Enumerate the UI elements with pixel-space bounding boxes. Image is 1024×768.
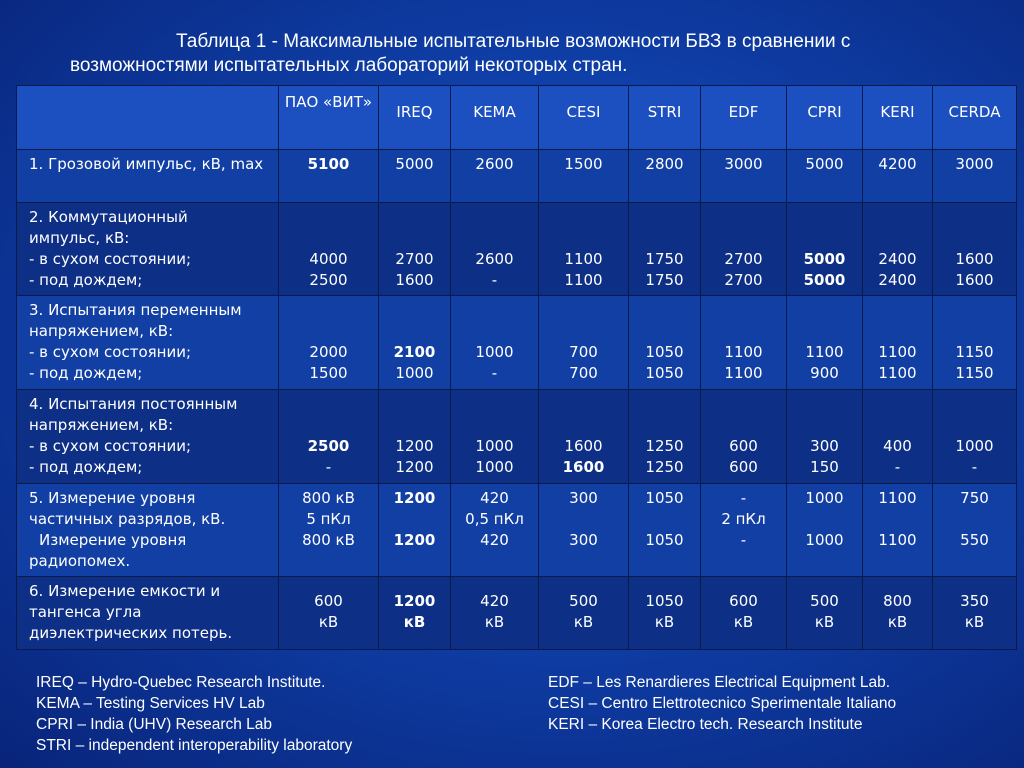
cell-value: 300 (810, 437, 839, 456)
value-cell-keri (863, 577, 933, 650)
cell-value: 2 пКл (721, 509, 766, 528)
cell-value: - (740, 488, 747, 507)
row-label-line: 2. Коммутационный (29, 207, 188, 226)
cell-value: 700 (569, 343, 598, 362)
cell-value: кВ (733, 613, 754, 632)
column-header: EDF (701, 86, 787, 150)
cell-value: 1200 (393, 530, 436, 549)
value-cell-cesi (539, 390, 629, 484)
cell-value: 1050 (645, 364, 684, 383)
cell-value: 1050 (645, 530, 684, 549)
legend-left (36, 672, 352, 756)
cell-value: 1200 (393, 488, 436, 507)
value-cell-edf (701, 577, 787, 650)
row-label-line: 5. Измерение уровня (29, 488, 196, 507)
value-cell-kema (451, 150, 539, 202)
value-cell-keri (863, 150, 933, 202)
row-label (17, 296, 279, 390)
cell-value: 1200 (393, 592, 436, 611)
row-label-line: радиопомех. (29, 551, 131, 570)
cell-value: 1250 (645, 458, 684, 477)
cell-value: - (894, 458, 901, 477)
value-cell- (279, 150, 379, 202)
cell-value: 5 пКл (306, 509, 351, 528)
row-label-line: тангенса угла (29, 603, 142, 622)
value-cell-cesi (539, 577, 629, 650)
cell-value: 1050 (645, 592, 684, 611)
cell-value: 1600 (564, 437, 603, 456)
value-cell-keri (863, 296, 933, 390)
cell-value: 600 (729, 458, 758, 477)
cell-value: кВ (403, 613, 426, 632)
cell-value: 350 (960, 592, 989, 611)
table-row (17, 150, 1017, 202)
cell-value: 1000 (475, 437, 514, 456)
table-row (17, 296, 1017, 390)
value-cell-keri (863, 202, 933, 296)
legend-item: KERI – Korea Electro tech. Research Institute (548, 716, 863, 733)
cell-value: 4000 (309, 249, 348, 268)
cell-value: 500 (810, 592, 839, 611)
row-label-line: частичных разрядов, кВ. (29, 509, 226, 528)
row-label-line: 4. Испытания постоянным (29, 395, 238, 414)
cell-value (935, 509, 1014, 530)
table-row (17, 483, 1017, 577)
row-label (17, 390, 279, 484)
cell-value: 5000 (803, 249, 846, 268)
cell-value (631, 509, 698, 530)
cell-value: 300 (569, 530, 598, 549)
value-cell- (279, 202, 379, 296)
cell-value: 2800 (645, 155, 684, 174)
value-cell-ireq (379, 577, 451, 650)
value-cell-cpri (787, 390, 863, 484)
table-row (17, 577, 1017, 650)
cell-value: 500 (569, 592, 598, 611)
cell-value: 1750 (645, 249, 684, 268)
cell-value: 800 (883, 592, 912, 611)
column-header: KEMA (451, 86, 539, 150)
cell-value: 2600 (475, 155, 514, 174)
value-cell-ireq (379, 296, 451, 390)
cell-value: 600 (729, 437, 758, 456)
legend-item: IREQ – Hydro-Quebec Research Institute. (36, 674, 326, 691)
value-cell-cerda (933, 296, 1017, 390)
value-cell- (279, 390, 379, 484)
caption-line-1: Таблица 1 - Максимальные испытательные возможности БВЗ в сравнении с (176, 31, 851, 52)
value-cell-stri (629, 296, 701, 390)
cell-value: 2700 (395, 249, 434, 268)
cell-value: 5000 (803, 270, 846, 289)
value-cell-cpri (787, 483, 863, 577)
comparison-table (16, 85, 1017, 650)
value-cell-keri (863, 483, 933, 577)
cell-value: 2500 (309, 270, 348, 289)
row-label-line: Измерение уровня (39, 530, 187, 549)
value-cell-edf (701, 202, 787, 296)
cell-value: 1000 (805, 488, 844, 507)
row-label-line: - под дождем; (29, 364, 143, 383)
cell-value: 3000 (724, 155, 763, 174)
caption-line-2: возможностями испытательных лабораторий некоторых стран. (70, 55, 628, 76)
cell-value: 5000 (395, 155, 434, 174)
cell-value: 2600 (475, 249, 514, 268)
value-cell-kema (451, 577, 539, 650)
table-row (17, 202, 1017, 296)
value-cell-kema (451, 483, 539, 577)
row-label-line: импульс, кВ: (29, 228, 130, 247)
cell-value: 5000 (805, 155, 844, 174)
cell-value: 1250 (645, 437, 684, 456)
column-header: CERDA (933, 86, 1017, 150)
value-cell-stri (629, 483, 701, 577)
value-cell-stri (629, 390, 701, 484)
legend-item: STRI – independent interoperability laboratory (36, 737, 353, 754)
cell-value: 150 (810, 458, 839, 477)
value-cell-edf (701, 296, 787, 390)
row-label-line: 6. Измерение емкости и (29, 582, 221, 601)
value-cell-cerda (933, 483, 1017, 577)
value-cell-cesi (539, 150, 629, 202)
cell-value: кВ (484, 613, 505, 632)
column-header: CESI (539, 86, 629, 150)
row-label-line: диэлектрических потерь. (29, 624, 233, 643)
row-label-line: напряжением, кВ: (29, 322, 174, 341)
cell-value: 800 кВ (302, 530, 355, 549)
row-label-line: - в сухом состоянии; (29, 437, 192, 456)
cell-value (789, 509, 860, 530)
cell-value: 800 кВ (302, 488, 355, 507)
value-cell-ireq (379, 390, 451, 484)
cell-value: 2700 (724, 249, 763, 268)
cell-value: 2500 (307, 437, 350, 456)
cell-value: 1100 (564, 270, 603, 289)
row-label (17, 202, 279, 296)
column-header: STRI (629, 86, 701, 150)
cell-value: 1750 (645, 270, 684, 289)
value-cell-cerda (933, 202, 1017, 296)
value-cell-kema (451, 202, 539, 296)
cell-value: 2100 (393, 343, 436, 362)
cell-value: кВ (318, 613, 339, 632)
cell-value: 1100 (724, 364, 763, 383)
row-label-line: - в сухом состоянии; (29, 249, 192, 268)
cell-value: 1000 (475, 458, 514, 477)
cell-value: 1000 (955, 437, 994, 456)
cell-value: 1500 (564, 155, 603, 174)
cell-value: 600 (314, 592, 343, 611)
cell-value: 5100 (307, 155, 350, 174)
value-cell-cpri (787, 296, 863, 390)
cell-value: 300 (569, 488, 598, 507)
cell-value: 1600 (955, 270, 994, 289)
cell-value: 700 (569, 364, 598, 383)
value-cell- (279, 577, 379, 650)
cell-value: 420 (480, 488, 509, 507)
cell-value: 600 (729, 592, 758, 611)
value-cell-cpri (787, 202, 863, 296)
legend-item: KEMA – Testing Services HV Lab (36, 695, 265, 712)
value-cell-edf (701, 483, 787, 577)
value-cell-edf (701, 390, 787, 484)
value-cell-cesi (539, 296, 629, 390)
cell-value: 1100 (724, 343, 763, 362)
cell-value: 1100 (878, 343, 917, 362)
cell-value: 4200 (878, 155, 917, 174)
value-cell- (279, 483, 379, 577)
cell-value: - (740, 530, 747, 549)
cell-value: 1600 (395, 270, 434, 289)
cell-value: 900 (810, 364, 839, 383)
cell-value: 1100 (878, 530, 917, 549)
row-label (17, 483, 279, 577)
cell-value: 1600 (562, 458, 605, 477)
row-label-line: - под дождем; (29, 270, 143, 289)
cell-value: 1100 (878, 364, 917, 383)
column-header: IREQ (379, 86, 451, 150)
row-label-line: - в сухом состоянии; (29, 343, 192, 362)
value-cell-stri (629, 150, 701, 202)
value-cell-cerda (933, 577, 1017, 650)
cell-value (541, 509, 626, 530)
value-cell-keri (863, 390, 933, 484)
value-cell-stri (629, 202, 701, 296)
value-cell-ireq (379, 150, 451, 202)
value-cell-cerda (933, 390, 1017, 484)
legend-item: CESI – Centro Elettrotecnico Sperimentale Italiano (548, 695, 897, 712)
cell-value: - (491, 364, 498, 383)
cell-value: 1600 (955, 249, 994, 268)
row-label-line: 1. Грозовой импульс, кВ, max (29, 155, 264, 174)
cell-value: 1500 (309, 364, 348, 383)
value-cell-ireq (379, 483, 451, 577)
cell-value: 1050 (645, 488, 684, 507)
legend-item: CPRI – India (UHV) Research Lab (36, 716, 273, 733)
cell-value: 1100 (564, 249, 603, 268)
cell-value: 750 (960, 488, 989, 507)
column-header: CPRI (787, 86, 863, 150)
cell-value: 2700 (724, 270, 763, 289)
cell-value: 1100 (805, 343, 844, 362)
row-label-line: 3. Испытания переменным (29, 301, 242, 320)
cell-value: кВ (964, 613, 985, 632)
value-cell-cerda (933, 150, 1017, 202)
column-header: ПАО «ВИТ» (279, 86, 379, 150)
row-label (17, 150, 279, 202)
cell-value: - (491, 270, 498, 289)
cell-value: 1150 (955, 343, 994, 362)
column-header: KERI (863, 86, 933, 150)
cell-value (865, 509, 930, 530)
row-label-line: - под дождем; (29, 458, 143, 477)
cell-value: 1200 (395, 437, 434, 456)
cell-value: 1000 (475, 343, 514, 362)
value-cell-stri (629, 577, 701, 650)
value-cell-cpri (787, 150, 863, 202)
value-cell-kema (451, 390, 539, 484)
cell-value: 400 (883, 437, 912, 456)
cell-value: 2400 (878, 249, 917, 268)
value-cell-cesi (539, 202, 629, 296)
cell-value: кВ (887, 613, 908, 632)
cell-value: кВ (814, 613, 835, 632)
cell-value: 1050 (645, 343, 684, 362)
cell-value: 550 (960, 530, 989, 549)
value-cell-cesi (539, 483, 629, 577)
cell-value: 1100 (878, 488, 917, 507)
cell-value: 420 (480, 592, 509, 611)
cell-value: - (325, 458, 332, 477)
value-cell-edf (701, 150, 787, 202)
row-label-line: напряжением, кВ: (29, 416, 174, 435)
cell-value (381, 509, 448, 530)
value-cell-kema (451, 296, 539, 390)
value-cell-ireq (379, 202, 451, 296)
cell-value: 1200 (395, 458, 434, 477)
cell-value: 3000 (955, 155, 994, 174)
row-label (17, 577, 279, 650)
cell-value: 2000 (309, 343, 348, 362)
table-row (17, 390, 1017, 484)
header-corner-cell (17, 86, 279, 150)
legend-right (548, 672, 896, 735)
cell-value: 1150 (955, 364, 994, 383)
value-cell-cpri (787, 577, 863, 650)
cell-value: кВ (654, 613, 675, 632)
value-cell- (279, 296, 379, 390)
cell-value: 0,5 пКл (465, 509, 524, 528)
cell-value: 1000 (395, 364, 434, 383)
cell-value: кВ (573, 613, 594, 632)
legend-item: EDF – Les Renardieres Electrical Equipment Lab. (548, 674, 891, 691)
cell-value: 2400 (878, 270, 917, 289)
cell-value: - (971, 458, 978, 477)
cell-value: 1000 (805, 530, 844, 549)
cell-value: 420 (480, 530, 509, 549)
